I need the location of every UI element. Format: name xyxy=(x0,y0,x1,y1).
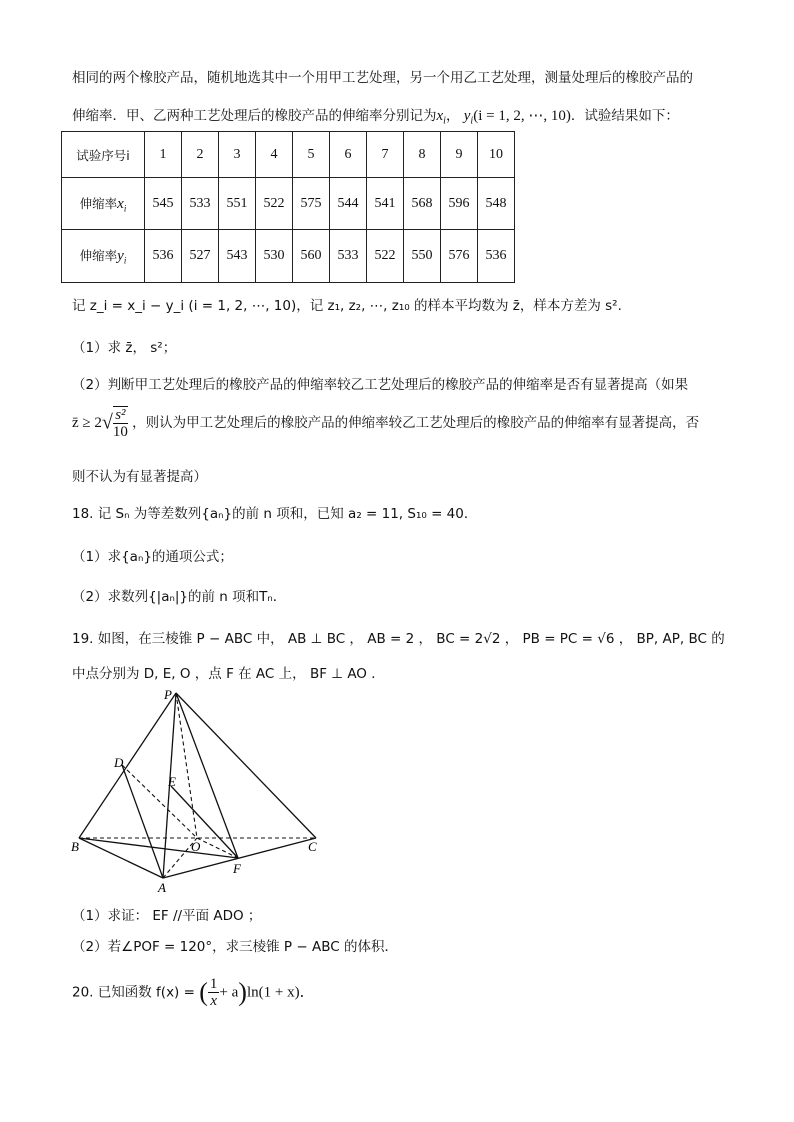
p17-index-range: (i = 1, 2, ⋯, 10) xyxy=(473,108,571,124)
table-cell: 8 xyxy=(404,132,441,178)
p17-var-y-sub: i xyxy=(470,115,474,127)
table-cell: 3 xyxy=(219,132,256,178)
p17-cond-den: 10 xyxy=(112,424,128,440)
p17-cond-frac xyxy=(113,406,128,440)
table-cell: 530 xyxy=(256,230,293,283)
table-cell: 536 xyxy=(478,230,515,283)
table-cell: 596 xyxy=(441,178,478,230)
label-B: B xyxy=(71,839,79,854)
label-P: P xyxy=(164,687,172,702)
p17-definition: 记 z_i = x_i − y_i (i = 1, 2, ⋯, 10)，记 z₁, z₂, ⋯, z₁₀ 的样本平均数为 z̄，样本方差为 s². xyxy=(72,298,622,314)
table-cell: 551 xyxy=(219,178,256,230)
table-cell: 536 xyxy=(145,230,182,283)
table-cell: 1 xyxy=(145,132,182,178)
p20-frac-den: x xyxy=(210,993,217,1009)
p18-stem: 18. 记 Sₙ 为等差数列{aₙ}的前 n 项和，已知 a₂ = 11, S₁₀ = 40． xyxy=(72,506,478,522)
p20-stem-b: + a xyxy=(219,984,239,1001)
p17-line2 xyxy=(72,104,679,127)
results-table xyxy=(61,131,515,283)
table-row xyxy=(62,178,515,230)
row-label-y xyxy=(62,230,145,283)
table-cell: 548 xyxy=(478,178,515,230)
p20-stem-c: ln(1 + x)． xyxy=(246,984,315,1001)
p19-question-1: （1）求证： EF //平面 ADO ； xyxy=(72,908,262,924)
p20-stem: 20. 已知函数 f(x) = ( $\frac{1}{x}$ + a)ln(1 + x)． xyxy=(72,976,315,1009)
p20-frac-num: 1 xyxy=(209,976,218,992)
table-cell: 533 xyxy=(330,230,367,283)
label-C: C xyxy=(308,839,317,854)
table-cell: 568 xyxy=(404,178,441,230)
p17-cond-text: ，则认为甲工艺处理后的橡胶产品的伸缩率较乙工艺处理后的橡胶产品的伸缩率有显著提高，否 xyxy=(132,415,700,431)
p18-question-1: （1）求{aₙ}的通项公式； xyxy=(72,549,233,565)
table-row xyxy=(62,230,515,283)
row-label-x-var: x xyxy=(117,195,124,212)
table-cell: 4 xyxy=(256,132,293,178)
table-cell: 560 xyxy=(293,230,330,283)
p17-var-x-sub: i xyxy=(443,115,446,127)
edge-PF xyxy=(176,693,238,858)
p17-line1: 相同的两个橡胶产品，随机地选其中一个用甲工艺处理，另一个用乙工艺处理，测量处理后的橡胶产品的 xyxy=(72,70,693,86)
p17-question-2-a: （2）判断甲工艺处理后的橡胶产品的伸缩率较乙工艺处理后的橡胶产品的伸缩率是否有显著提高（如果 xyxy=(72,377,689,393)
p20-stem-a: 20. 已知函数 f(x) = xyxy=(72,984,195,1001)
edge-PC xyxy=(176,693,316,838)
p17-question-2-b: z̄ ≥ 2√ $\frac{\text{s²}}{10}$ ，则认为甲工艺处理后的橡胶产品的伸缩率较乙工艺处理后的橡胶产品的伸缩率有显著提高，否 xyxy=(72,407,700,440)
label-D: D xyxy=(114,755,124,770)
p17-question-1: （1）求 z̄， s²； xyxy=(72,340,177,356)
edge-PB xyxy=(79,693,176,838)
p17-var-x: x xyxy=(436,108,444,124)
row-label-x xyxy=(62,178,145,230)
table-cell: 576 xyxy=(441,230,478,283)
table-cell: 10 xyxy=(478,132,515,178)
edge-BF xyxy=(79,838,238,858)
table-cell: 545 xyxy=(145,178,182,230)
p17-line2-comma: ， xyxy=(445,108,460,124)
table-cell: 522 xyxy=(256,178,293,230)
table-cell: 543 xyxy=(219,230,256,283)
table-cell: 6 xyxy=(330,132,367,178)
row-label-y-text: 伸缩率 xyxy=(79,248,118,264)
table-cell: 7 xyxy=(367,132,404,178)
table-cell: 544 xyxy=(330,178,367,230)
p18-question-2: （2）求数列{|aₙ|}的前 n 项和Tₙ． xyxy=(72,589,287,605)
label-O: O xyxy=(191,839,201,854)
p19-question-2: （2）若∠POF = 120°，求三棱锥 P − ABC 的体积． xyxy=(72,939,398,955)
table-cell: 5 xyxy=(293,132,330,178)
table-cell: 575 xyxy=(293,178,330,230)
table-cell: 541 xyxy=(367,178,404,230)
table-row xyxy=(62,132,515,178)
p17-line2-end: ．试验结果如下： xyxy=(570,108,679,124)
p17-line2-text: 伸缩率．甲、乙两种工艺处理后的橡胶产品的伸缩率分别记为 xyxy=(72,108,437,124)
p17-var-y: y xyxy=(463,108,471,124)
table-cell: 522 xyxy=(367,230,404,283)
p19-stem-2: 中点分别为 D, E, O ，点 F 在 AC 上， BF ⊥ AO ． xyxy=(72,666,385,682)
label-E: E xyxy=(168,774,176,789)
table-cell: 533 xyxy=(182,178,219,230)
p20-frac xyxy=(208,976,220,1009)
row-label-x-text: 伸缩率 xyxy=(79,195,118,211)
p19-stem-1: 19. 如图，在三棱锥 P − ABC 中， AB ⊥ BC ， AB = 2 ， BC = 2√2 ， PB = PC = √6 ， BP, AP, BC 的 xyxy=(72,631,725,647)
edge-EF xyxy=(171,786,238,858)
edge-PO-hidden xyxy=(176,693,197,838)
p17-question-2-c: 则不认为有显著提高） xyxy=(72,469,207,485)
p17-cond-lhs: z̄ ≥ 2 xyxy=(72,415,102,431)
label-F: F xyxy=(233,861,241,876)
row-label-x-sub: i xyxy=(123,203,127,214)
label-A: A xyxy=(158,880,166,895)
table-cell: 9 xyxy=(441,132,478,178)
table-header-label: 试验序号i xyxy=(62,132,145,178)
table-cell: 550 xyxy=(404,230,441,283)
tetrahedron-figure xyxy=(68,685,330,895)
row-label-y-var: y xyxy=(117,248,124,265)
table-cell: 2 xyxy=(182,132,219,178)
table-cell: 527 xyxy=(182,230,219,283)
row-label-y-sub: i xyxy=(123,255,127,266)
p17-cond-num: s² xyxy=(113,407,128,424)
